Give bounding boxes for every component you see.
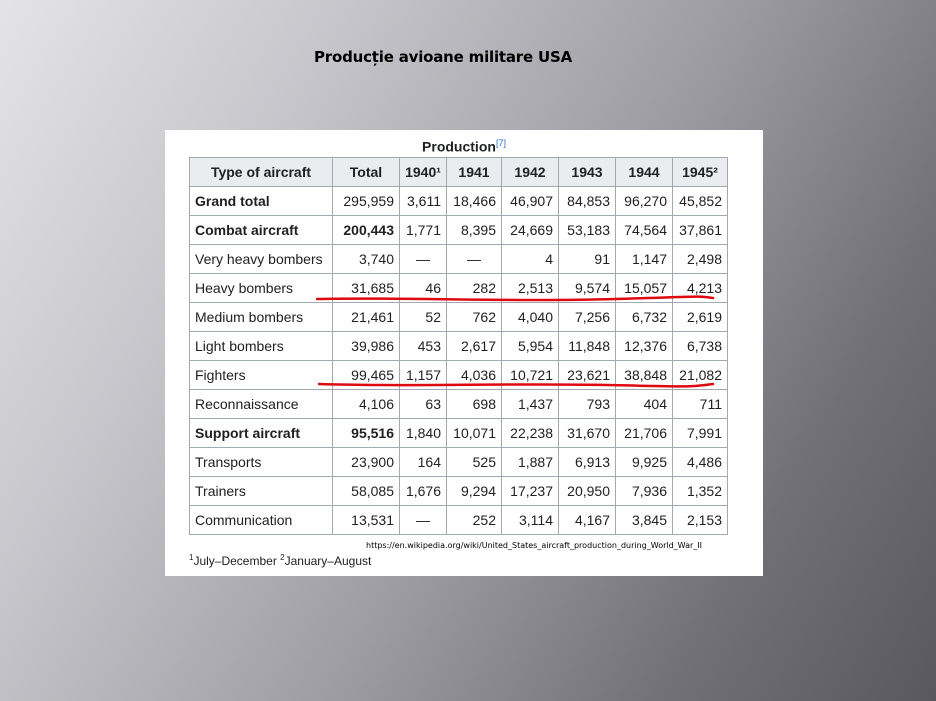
- cell-value: 6,738: [673, 332, 728, 361]
- cell-value: 20,950: [559, 477, 616, 506]
- cell-value: 91: [559, 245, 616, 274]
- cell-value: 3,611: [400, 187, 447, 216]
- cell-value: 3,114: [502, 506, 559, 535]
- header-1941: 1941: [447, 158, 502, 187]
- cell-value: 711: [673, 390, 728, 419]
- cell-value: 2,619: [673, 303, 728, 332]
- citation-link[interactable]: [7]: [495, 138, 506, 148]
- row-label: Combat aircraft: [190, 216, 333, 245]
- cell-value: 96,270: [616, 187, 673, 216]
- table-row: [190, 419, 728, 448]
- table-row: [190, 332, 728, 361]
- cell-value: 1,437: [502, 390, 559, 419]
- cell-value: 252: [447, 506, 502, 535]
- cell-value: 2,498: [673, 245, 728, 274]
- cell-value: 4,213: [673, 274, 728, 303]
- cell-value: 1,887: [502, 448, 559, 477]
- cell-value: 2,513: [502, 274, 559, 303]
- cell-value: 1,157: [400, 361, 447, 390]
- cell-value: 1,676: [400, 477, 447, 506]
- cell-value: 52: [400, 303, 447, 332]
- table-row: [190, 216, 728, 245]
- cell-value: 63: [400, 390, 447, 419]
- cell-value: 4,040: [502, 303, 559, 332]
- cell-total: 3,740: [333, 245, 400, 274]
- cell-value: 8,395: [447, 216, 502, 245]
- row-label: Fighters: [190, 361, 333, 390]
- cell-value: 7,991: [673, 419, 728, 448]
- cell-total: 99,465: [333, 361, 400, 390]
- row-label: Medium bombers: [190, 303, 333, 332]
- cell-value: 12,376: [616, 332, 673, 361]
- cell-value: 53,183: [559, 216, 616, 245]
- table-row: [190, 477, 728, 506]
- row-label: Trainers: [190, 477, 333, 506]
- cell-value: 404: [616, 390, 673, 419]
- cell-value: 17,237: [502, 477, 559, 506]
- cell-total: 39,986: [333, 332, 400, 361]
- header-1942: 1942: [502, 158, 559, 187]
- cell-value: 24,669: [502, 216, 559, 245]
- table-row: [190, 274, 728, 303]
- cell-value: 21,082: [673, 361, 728, 390]
- header-1943: 1943: [559, 158, 616, 187]
- cell-value: 46,907: [502, 187, 559, 216]
- cell-value: 74,564: [616, 216, 673, 245]
- cell-total: 58,085: [333, 477, 400, 506]
- table-header-row: [190, 158, 728, 187]
- cell-value: 45,852: [673, 187, 728, 216]
- production-table: [189, 157, 728, 535]
- cell-total: 95,516: [333, 419, 400, 448]
- cell-total: 23,900: [333, 448, 400, 477]
- cell-value: 9,925: [616, 448, 673, 477]
- table-row: [190, 361, 728, 390]
- table-caption-text: Production: [422, 138, 496, 155]
- cell-value: 9,574: [559, 274, 616, 303]
- cell-value: 453: [400, 332, 447, 361]
- cell-value: 7,256: [559, 303, 616, 332]
- footnote-mark-1: 1: [189, 553, 194, 562]
- row-label: Very heavy bombers: [190, 245, 333, 274]
- cell-value: 4: [502, 245, 559, 274]
- cell-total: 31,685: [333, 274, 400, 303]
- source-url[interactable]: https://en.wikipedia.org/wiki/United_States_aircraft_production_during_World_War_II: [366, 541, 702, 550]
- cell-value: 10,071: [447, 419, 502, 448]
- cell-value: 1,840: [400, 419, 447, 448]
- header-total: Total: [333, 158, 400, 187]
- cell-total: 200,443: [333, 216, 400, 245]
- row-label: Light bombers: [190, 332, 333, 361]
- cell-total: 4,106: [333, 390, 400, 419]
- cell-value: 4,167: [559, 506, 616, 535]
- table-row: [190, 245, 728, 274]
- cell-value: 11,848: [559, 332, 616, 361]
- cell-value: 7,936: [616, 477, 673, 506]
- cell-total: 21,461: [333, 303, 400, 332]
- table-row: [190, 448, 728, 477]
- cell-value: 6,913: [559, 448, 616, 477]
- cell-value: 762: [447, 303, 502, 332]
- row-label: Support aircraft: [190, 419, 333, 448]
- cell-value: 37,861: [673, 216, 728, 245]
- cell-total: 13,531: [333, 506, 400, 535]
- cell-total: 295,959: [333, 187, 400, 216]
- table-row: [190, 506, 728, 535]
- table-row: [190, 303, 728, 332]
- cell-value: 1,147: [616, 245, 673, 274]
- row-label: Transports: [190, 448, 333, 477]
- cell-value: 22,238: [502, 419, 559, 448]
- cell-value: 31,670: [559, 419, 616, 448]
- row-label: Grand total: [190, 187, 333, 216]
- header-1944: 1944: [616, 158, 673, 187]
- cell-value: 23,621: [559, 361, 616, 390]
- table-row: [190, 390, 728, 419]
- cell-value: 10,721: [502, 361, 559, 390]
- slide-title: Producție avioane militare USA: [314, 48, 572, 66]
- row-label: Heavy bombers: [190, 274, 333, 303]
- cell-value: 38,848: [616, 361, 673, 390]
- cell-value: 525: [447, 448, 502, 477]
- cell-value: 18,466: [447, 187, 502, 216]
- cell-value: 2,617: [447, 332, 502, 361]
- table-caption: [165, 138, 763, 155]
- cell-value: 6,732: [616, 303, 673, 332]
- cell-value: 164: [400, 448, 447, 477]
- header-1945: 1945²: [673, 158, 728, 187]
- header-1940: 1940¹: [400, 158, 447, 187]
- cell-value: 282: [447, 274, 502, 303]
- cell-value: 15,057: [616, 274, 673, 303]
- row-label: Reconnaissance: [190, 390, 333, 419]
- cell-value: 793: [559, 390, 616, 419]
- cell-value: 5,954: [502, 332, 559, 361]
- row-label: Communication: [190, 506, 333, 535]
- header-type: Type of aircraft: [190, 158, 333, 187]
- footnote-text-1: July–December: [193, 554, 281, 568]
- cell-value: 46: [400, 274, 447, 303]
- cell-value: 698: [447, 390, 502, 419]
- cell-value: 2,153: [673, 506, 728, 535]
- cell-value: 21,706: [616, 419, 673, 448]
- production-panel: [165, 130, 763, 576]
- cell-value: 1,771: [400, 216, 447, 245]
- table-row: [190, 187, 728, 216]
- cell-value: 4,036: [447, 361, 502, 390]
- cell-value: 4,486: [673, 448, 728, 477]
- cell-value: 3,845: [616, 506, 673, 535]
- cell-value: 9,294: [447, 477, 502, 506]
- cell-value: —: [400, 245, 447, 274]
- cell-value: —: [400, 506, 447, 535]
- cell-value: —: [447, 245, 502, 274]
- cell-value: 1,352: [673, 477, 728, 506]
- cell-value: 84,853: [559, 187, 616, 216]
- footnote-text-2: January–August: [284, 554, 371, 568]
- table-footnote: [189, 553, 371, 568]
- footnote-mark-2: 2: [280, 553, 285, 562]
